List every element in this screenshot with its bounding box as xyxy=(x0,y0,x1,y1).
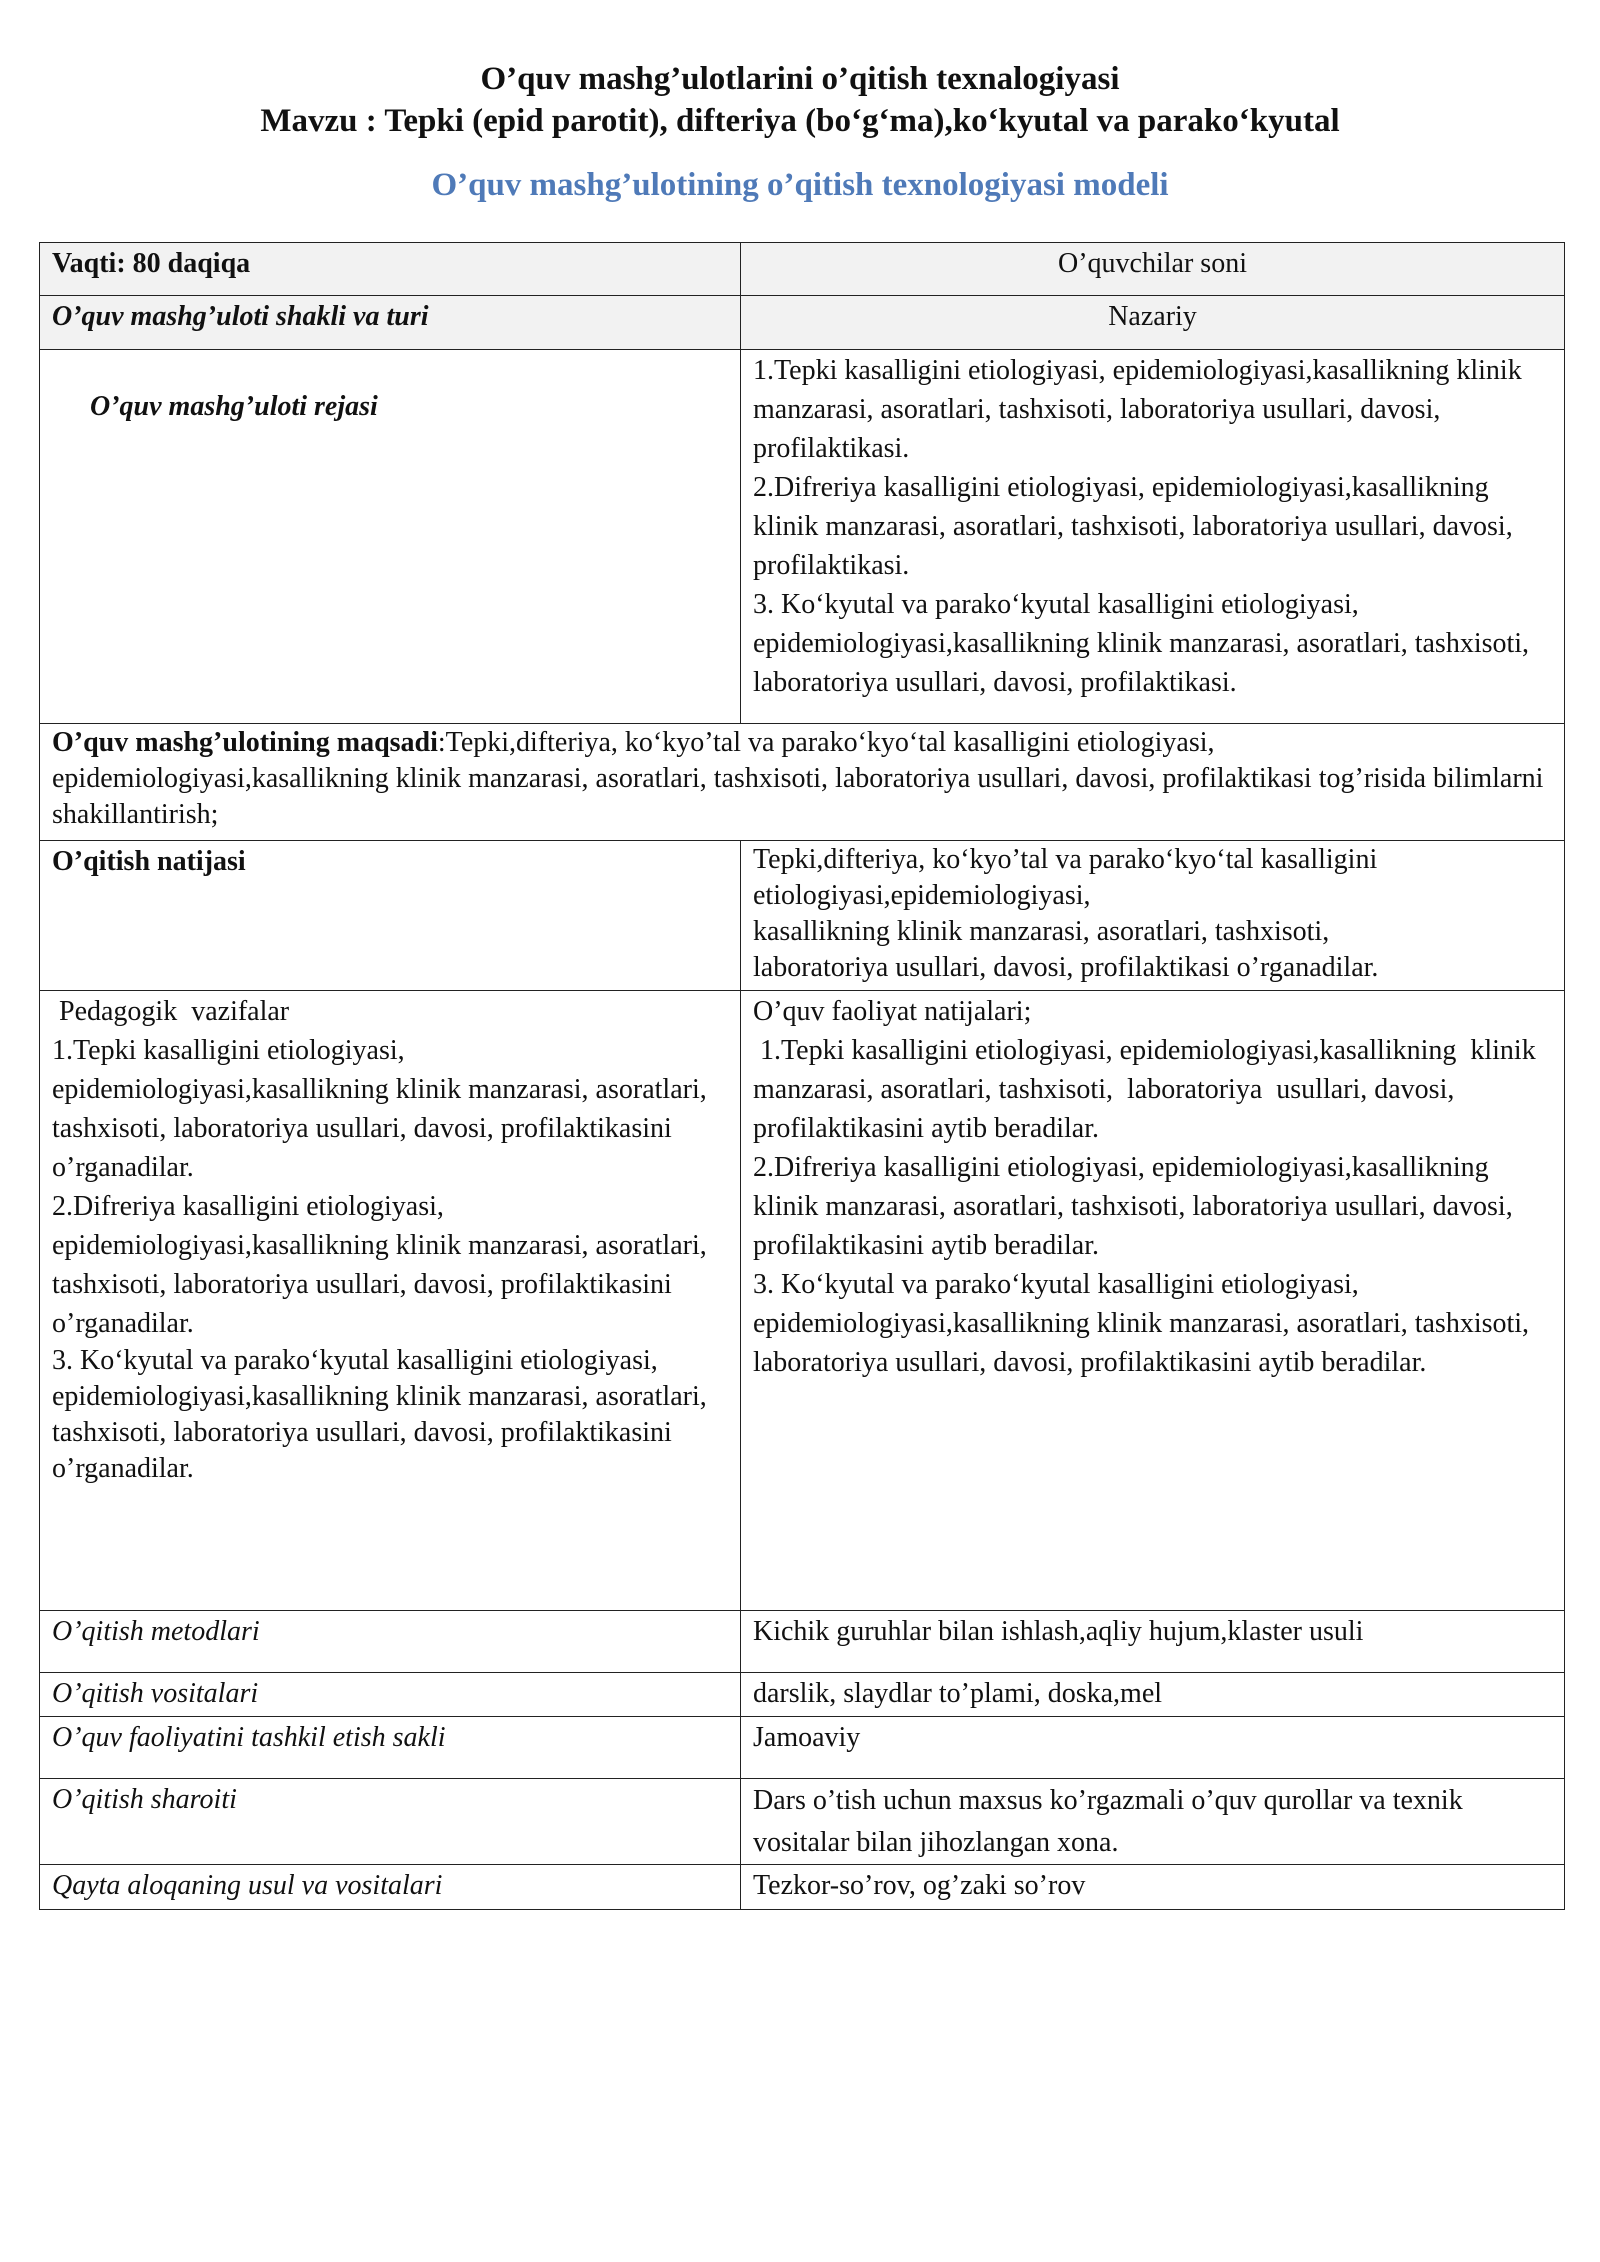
row-plan xyxy=(40,350,1565,724)
row-result xyxy=(40,841,1565,991)
feedback-label: Qayta aloqaning usul va vositalari xyxy=(40,1865,741,1910)
plan-label: O’quv mashg’uloti rejasi xyxy=(90,391,378,422)
row-conditions xyxy=(40,1779,1565,1865)
model-subtitle: O’quv mashg’ulotining o’qitish texnologiyasi modeli xyxy=(431,167,1169,203)
result-text: Tepki,difteriya, ko‘kyo’tal va parako‘kyo‘tal kasalligini etiologiyasi,epidemiologiyasi, kasallikning klinik manzarasi, asoratlari, tashxisoti, laboratoriya usullari, davosi, profilaktikasi o’rganadilar. xyxy=(741,841,1565,991)
methods-label: O’qitish metodlari xyxy=(40,1611,741,1673)
act-heading: O’quv faoliyat natijalari; xyxy=(753,996,1032,1027)
document-title: O’quv mashg’ulotlarini o’qitish texnalogiyasi xyxy=(480,61,1120,97)
lesson-model-table xyxy=(39,242,1565,1910)
tools-label: O’qitish vositalari xyxy=(40,1673,741,1717)
tools-value: darslik, slaydlar to’plami, doska,mel xyxy=(741,1673,1565,1717)
ped-item: 1.Tepki kasalligini etiologiyasi, epidemiologiyasi,kasallikning klinik manzarasi, asoratlari, tashxisoti, laboratoriya usullari, davosi, profilaktikasini o’rganadilar. xyxy=(52,1035,707,1183)
org-value: Jamoaviy xyxy=(741,1717,1565,1779)
row-form xyxy=(40,296,1565,350)
row-feedback xyxy=(40,1865,1565,1910)
feedback-value: Tezkor-so’rov, og’zaki so’rov xyxy=(741,1865,1565,1910)
document-header xyxy=(0,0,1600,206)
goal-cell xyxy=(40,724,1565,841)
topic-title: Mavzu : Tepki (epid parotit), difteriya (bo‘g‘ma),ko‘kyutal va parako‘kyutal xyxy=(260,103,1340,139)
activity-results xyxy=(741,991,1565,1611)
time-label: Vaqti: 80 daqiqa xyxy=(40,243,741,296)
org-label: O’quv faoliyatini tashkil etish sakli xyxy=(40,1717,741,1779)
act-item: 3. Ko‘kyutal va parako‘kyutal kasalligini etiologiyasi, epidemiologiyasi,kasallikning klinik manzarasi, asoratlari, tashxisoti, laboratoriya usullari, davosi, profilaktikasini aytib beradilar. xyxy=(753,1269,1530,1378)
row-time xyxy=(40,243,1565,296)
form-label: O’quv mashg’uloti shakli va turi xyxy=(40,296,741,350)
goal-label: O’quv mashg’ulotining maqsadi xyxy=(52,727,438,758)
goal-text: :Tepki,difteriya, ko‘kyo’tal va parako‘kyo‘tal kasalligini etiologiyasi, epidemiologiyasi,kasallikning klinik manzarasi, asoratlari, tashxisoti, laboratoriya usullari, davosi, profilaktikasi tog’risida bilimlarni shakillantirish; xyxy=(52,727,1544,830)
plan-item: 2.Difreriya kasalligini etiologiyasi, epidemiologiyasi,kasallikning klinik manzarasi, asoratlari, tashxisoti, laboratoriya usullari, davosi, profilaktikasi. xyxy=(753,472,1513,581)
row-tasks xyxy=(40,991,1565,1611)
ped-heading: Pedagogik vazifalar xyxy=(52,996,290,1027)
pedagogical-tasks xyxy=(40,991,741,1611)
form-value: Nazariy xyxy=(741,296,1565,350)
row-tools xyxy=(40,1673,1565,1717)
row-goal xyxy=(40,724,1565,841)
act-item: 2.Difreriya kasalligini etiologiyasi, epidemiologiyasi,kasallikning klinik manzarasi, asoratlari, tashxisoti, laboratoriya usullari, davosi, profilaktikasini aytib beradilar. xyxy=(753,1152,1513,1261)
ped-item: 3. Ko‘kyutal va parako‘kyutal kasalligini etiologiyasi, epidemiologiyasi,kasallikning klinik manzarasi, asoratlari, tashxisoti, laboratoriya usullari, davosi, profilaktikasini o’rganadilar. xyxy=(52,1345,707,1484)
row-organization xyxy=(40,1717,1565,1779)
cond-value: Dars o’tish uchun maxsus ko’rgazmali o’quv qurollar va texnik vositalar bilan jihozlangan xona. xyxy=(741,1779,1565,1865)
result-label: O’qitish natijasi xyxy=(40,841,741,991)
cond-label: O’qitish sharoiti xyxy=(40,1779,741,1865)
plan-item: 1.Tepki kasalligini etiologiyasi, epidemiologiyasi,kasallikning klinik manzarasi, asoratlari, tashxisoti, laboratoriya usullari, davosi, profilaktikasi. xyxy=(753,355,1522,464)
plan-items xyxy=(741,350,1565,724)
act-item: 1.Tepki kasalligini etiologiyasi, epidemiologiyasi,kasallikning klinik manzarasi, asoratlari, tashxisoti, laboratoriya usullari, davosi, profilaktikasini aytib beradilar. xyxy=(753,1035,1550,1144)
students-label: O’quvchilar soni xyxy=(741,243,1565,296)
methods-value: Kichik guruhlar bilan ishlash,aqliy hujum,klaster usuli xyxy=(741,1611,1565,1673)
plan-label-cell xyxy=(40,350,741,724)
ped-item: 2.Difreriya kasalligini etiologiyasi, epidemiologiyasi,kasallikning klinik manzarasi, asoratlari, tashxisoti, laboratoriya usullari, davosi, profilaktikasini o’rganadilar. xyxy=(52,1191,707,1339)
row-methods xyxy=(40,1611,1565,1673)
plan-item: 3. Ko‘kyutal va parako‘kyutal kasalligini etiologiyasi, epidemiologiyasi,kasallikning klinik manzarasi, asoratlari, tashxisoti, laboratoriya usullari, davosi, profilaktikasi. xyxy=(753,589,1530,698)
